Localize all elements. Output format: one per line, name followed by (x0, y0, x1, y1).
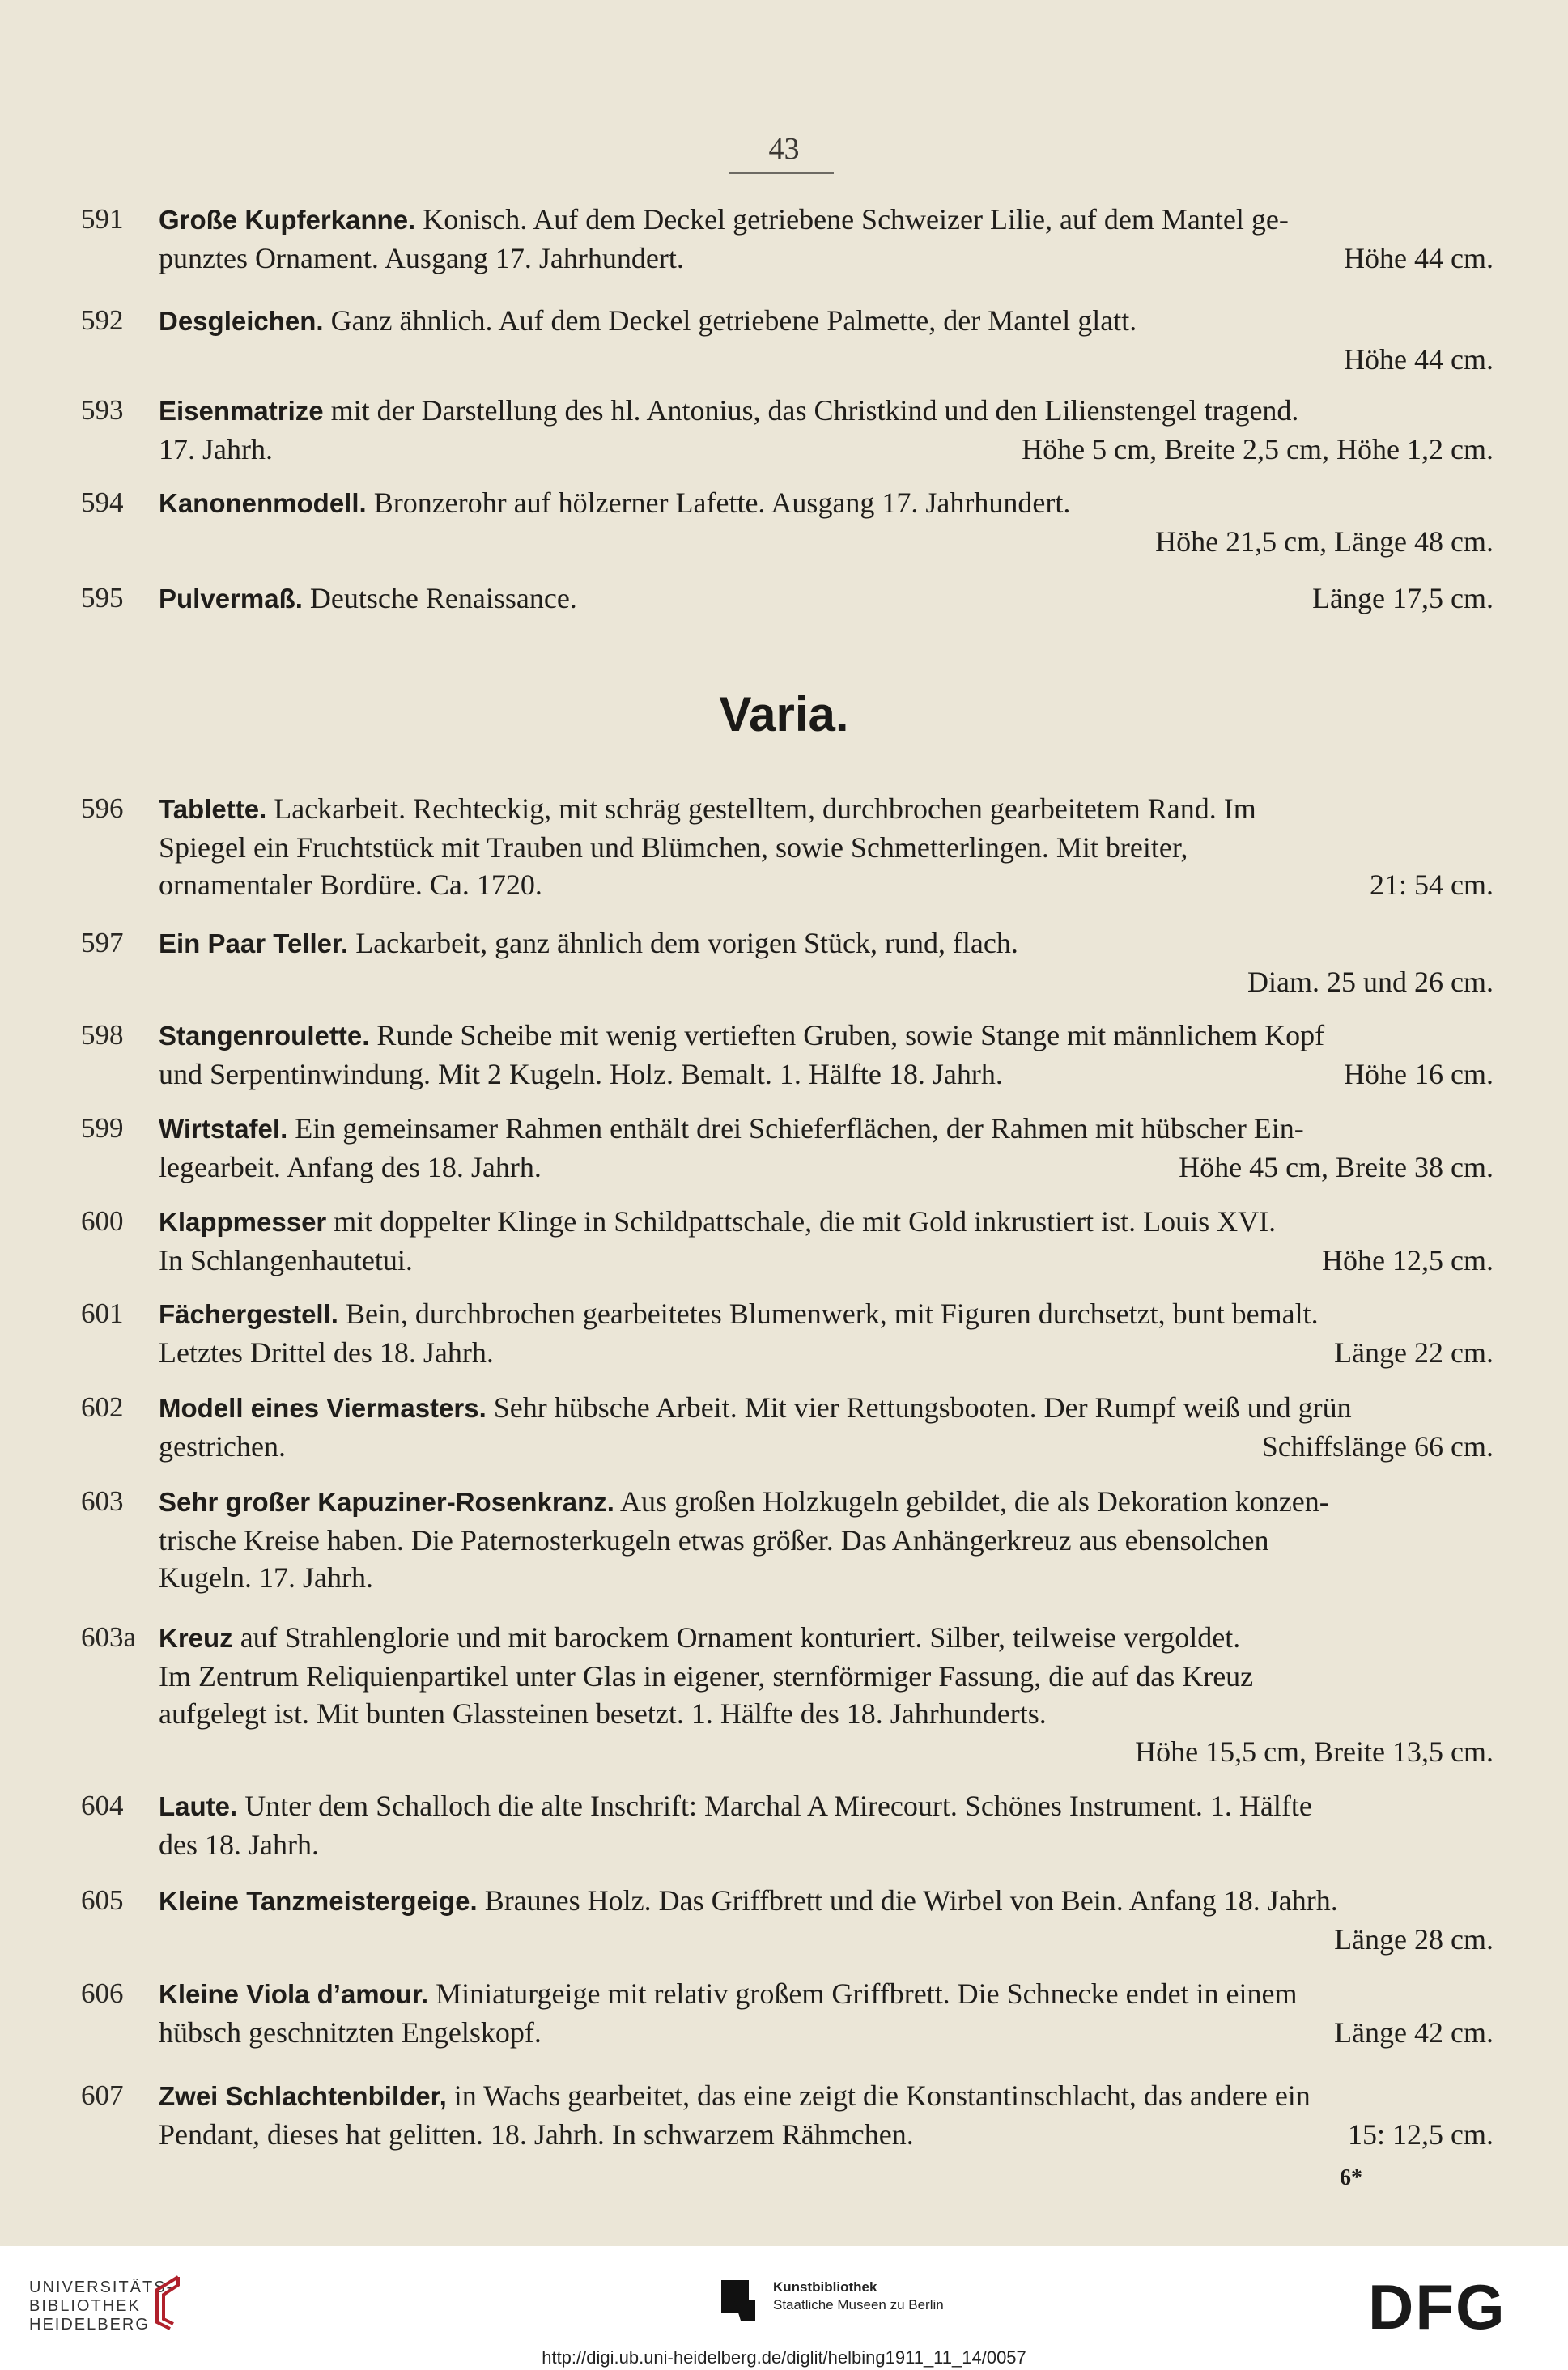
entry-text: Miniaturgeige mit relativ großem Griffbrett. Die Schnecke endet in einem (436, 1977, 1298, 2010)
kunstbibliothek-subtitle: Staatliche Museen zu Berlin (773, 2297, 944, 2313)
entry-heading: Laute. (159, 1791, 238, 1821)
entry-line (159, 1559, 1494, 1597)
catalog-entry (81, 302, 1494, 378)
entry-line (159, 2116, 1494, 2154)
entry-measurement: Diam. 25 und 26 cm. (1247, 965, 1494, 998)
entry-number: 600 (81, 1205, 124, 1237)
catalog-entry (81, 924, 1494, 1000)
catalog-entry (81, 1619, 1494, 1770)
catalog-entry (81, 1787, 1494, 1863)
entry-heading: Kreuz (159, 1623, 233, 1653)
uni-logo-line-1: UNIVERSITÄTS- (29, 2279, 174, 2296)
entry-text: Im Zentrum Reliquienpartikel unter Glas in eigener, sternförmiger Fassung, die auf das Kreuz (159, 1659, 1254, 1693)
entry-measurement: Länge 28 cm. (1334, 1922, 1494, 1956)
entry-description (159, 1882, 1494, 1956)
entry-number: 606 (81, 1977, 124, 2009)
entry-text: Braunes Holz. Das Griffbrett und die Wirbel von Bein. Anfang 18. Jahrh. (484, 1884, 1338, 1917)
entry-heading: Eisenmatrize (159, 396, 324, 426)
entry-line (159, 866, 1494, 904)
catalog-entry (81, 1975, 1494, 2051)
entry-text: mit doppelter Klinge in Schildpattschale, die mit Gold inkrustiert ist. Louis XVI. (334, 1205, 1277, 1238)
entry-text: Deutsche Renaissance. (309, 582, 577, 614)
entry-description (159, 1110, 1494, 1186)
entry-text: aufgelegt ist. Mit bunten Glassteinen besetzt. 1. Hälfte des 18. Jahrhunderts. (159, 1697, 1047, 1730)
entry-text: punztes Ornament. Ausgang 17. Jahrhundert. (159, 241, 684, 274)
entry-line (159, 240, 1494, 278)
entry-text: Runde Scheibe mit wenig vertieften Gruben, sowie Stange mit männlichem Kopf (376, 1019, 1325, 1051)
catalog-entry (81, 2077, 1494, 2153)
entry-description (159, 1017, 1494, 1093)
catalog-entry (81, 392, 1494, 468)
entry-line (159, 924, 1494, 963)
entry-text: in Wachs gearbeitet, das eine zeigt die Konstantinschlacht, das andere ein (453, 2079, 1311, 2112)
entry-text: gestrichen. (159, 1429, 286, 1463)
entry-line (159, 302, 1494, 341)
entry-description (159, 392, 1494, 468)
kunstbibliothek-title: Kunstbibliothek (773, 2279, 877, 2295)
entry-description (159, 924, 1494, 998)
signature-mark: 6* (1340, 2165, 1362, 2190)
entry-text: des 18. Jahrh. (159, 1828, 319, 1861)
catalog-entry (81, 1110, 1494, 1186)
entry-number: 605 (81, 1884, 124, 1916)
entry-text: trische Kreise haben. Die Paternosterkugeln etwas größer. Das Anhängerkreuz aus ebensolchen (159, 1523, 1269, 1557)
entry-heading: Kanonenmodell. (159, 488, 367, 518)
entry-description (159, 1787, 1494, 1863)
entry-heading: Ein Paar Teller. (159, 928, 349, 958)
entry-measurement: Höhe 44 cm. (1344, 342, 1494, 376)
entry-line (159, 790, 1494, 829)
entry-text: Bronzerohr auf hölzerner Lafette. Ausgang 17. Jahrhundert. (373, 486, 1071, 519)
entry-heading: Desgleichen. (159, 306, 324, 336)
catalog-entry (81, 1882, 1494, 1958)
entry-number: 592 (81, 304, 124, 336)
entry-text: Aus großen Holzkugeln gebildet, die als Dekoration konzen- (619, 1485, 1329, 1518)
entry-line (159, 1658, 1494, 1696)
entry-number: 604 (81, 1790, 124, 1821)
entry-text: und Serpentinwindung. Mit 2 Kugeln. Holz. Bemalt. 1. Hälfte 18. Jahrh. (159, 1057, 1003, 1090)
entry-description (159, 1295, 1494, 1371)
entry-description (159, 1203, 1494, 1279)
entry-line (159, 1055, 1494, 1094)
entry-description (159, 2077, 1494, 2153)
entry-description (159, 1483, 1494, 1597)
entry-heading: Modell eines Viermasters. (159, 1393, 487, 1423)
entry-description (159, 1619, 1494, 1768)
entry-text: In Schlangenhautetui. (159, 1243, 413, 1276)
page-number: 43 (768, 132, 800, 166)
entry-number: 596 (81, 792, 124, 824)
entry-measurement: Länge 17,5 cm. (1312, 582, 1494, 614)
entry-line (159, 1882, 1494, 1921)
entry-line (159, 2077, 1494, 2116)
entry-text: Lackarbeit. Rechteckig, mit schräg gestelltem, durchbrochen gearbeitetem Rand. Im (274, 792, 1256, 825)
entry-line (159, 1619, 1494, 1658)
entry-text: 17. Jahrh. (159, 432, 273, 465)
entry-measurement: Höhe 21,5 cm, Länge 48 cm. (1155, 525, 1494, 558)
entry-heading: Fächergestell. (159, 1299, 338, 1329)
entry-line (159, 2014, 1494, 2052)
entry-heading: Stangenroulette. (159, 1021, 370, 1051)
entry-description (159, 201, 1494, 277)
entry-measurement: 15: 12,5 cm. (1348, 2117, 1494, 2151)
entry-line (159, 1522, 1494, 1560)
entry-measurement: Länge 22 cm. (1334, 1336, 1494, 1369)
entry-line (159, 1110, 1494, 1149)
entry-heading: Sehr großer Kapuziner-Rosenkranz. (159, 1487, 614, 1517)
entry-text: ornamentaler Bordüre. Ca. 1720. (159, 869, 542, 901)
entry-heading: Wirtstafel. (159, 1114, 288, 1144)
entry-text: Lackarbeit, ganz ähnlich dem vorigen Stück, rund, flach. (355, 927, 1018, 959)
catalog-entry (81, 484, 1494, 560)
entry-measurement: Höhe 5 cm, Breite 2,5 cm, Höhe 1,2 cm. (1022, 432, 1494, 465)
entry-text: Spiegel ein Fruchtstück mit Trauben und Blümchen, sowie Schmetterlingen. Mit breiter, (159, 830, 1188, 864)
uni-logo-line-3: HEIDELBERG (29, 2316, 150, 2334)
entry-text: legearbeit. Anfang des 18. Jahrh. (159, 1150, 542, 1183)
entry-line (159, 1483, 1494, 1522)
entry-measurement: Höhe 44 cm. (1344, 241, 1494, 274)
uni-logo-line-2: BIBLIOTHEK (29, 2297, 141, 2315)
entry-line (159, 1428, 1494, 1466)
entry-description (159, 1389, 1494, 1465)
entry-line (159, 829, 1494, 867)
catalog-entry (81, 1295, 1494, 1371)
entry-measurement: Höhe 12,5 cm. (1322, 1243, 1494, 1276)
entry-text: Unter dem Schalloch die alte Inschrift: Marchal A Mirecourt. Schönes Instrument. 1. Hälfte (244, 1790, 1312, 1822)
entry-text: auf Strahlenglorie und mit barockem Ornament konturiert. Silber, teilweise vergoldet. (240, 1621, 1241, 1654)
entry-text: Konisch. Auf dem Deckel getriebene Schweizer Lilie, auf dem Mantel ge- (423, 203, 1289, 236)
entry-heading: Pulvermaß. (159, 584, 303, 614)
entry-line (159, 1826, 1494, 1864)
entry-measurement: Höhe 15,5 cm, Breite 13,5 cm. (1135, 1735, 1494, 1768)
university-mark-icon (146, 2274, 186, 2332)
entry-line (159, 431, 1494, 469)
entry-number: 594 (81, 486, 124, 518)
catalog-entry (81, 1203, 1494, 1279)
entry-heading: Zwei Schlachtenbilder, (159, 2081, 447, 2111)
kunstbibliothek-mark-icon (716, 2275, 762, 2325)
entry-measurement: Höhe 16 cm. (1344, 1057, 1494, 1090)
entry-number: 603a (81, 1621, 137, 1653)
entry-measurement: Schiffslänge 66 cm. (1261, 1429, 1494, 1463)
section-title: Varia. (719, 687, 849, 741)
entry-text: mit der Darstellung des hl. Antonius, das Christkind und den Lilienstengel tragend. (330, 394, 1299, 427)
entry-line (159, 1242, 1494, 1280)
entry-line (159, 1695, 1494, 1733)
entry-text: Bein, durchbrochen gearbeitetes Blumenwerk, mit Figuren durchsetzt, bunt bemalt. (345, 1298, 1319, 1330)
entry-description (159, 1975, 1494, 2051)
entry-number: 595 (81, 582, 124, 614)
catalog-entry (81, 201, 1494, 277)
catalog-entry (81, 1483, 1494, 1597)
dfg-logo[interactable]: DFG (1368, 2271, 1506, 2342)
entry-heading: Kleine Tanzmeistergeige. (159, 1886, 478, 1916)
entry-line (159, 1149, 1494, 1187)
entry-text: Pendant, dieses hat gelitten. 18. Jahrh. In schwarzem Rähmchen. (159, 2117, 914, 2151)
source-url[interactable]: http://digi.ub.uni-heidelberg.de/diglit/helbing1911_11_14/0057 (542, 2347, 1026, 2368)
entry-line (159, 392, 1494, 431)
entry-description (159, 302, 1494, 376)
entry-number: 601 (81, 1298, 124, 1329)
entry-text: hübsch geschnitzten Engelskopf. (159, 2015, 542, 2049)
kunstbibliothek-label[interactable] (773, 2279, 944, 2314)
entry-text: Ganz ähnlich. Auf dem Deckel getriebene Palmette, der Mantel glatt. (330, 304, 1137, 337)
entry-line (159, 1389, 1494, 1428)
entry-number: 603 (81, 1485, 124, 1517)
entry-line (159, 201, 1494, 240)
entry-line (159, 1295, 1494, 1334)
entry-number: 607 (81, 2079, 124, 2111)
entry-line (159, 1017, 1494, 1055)
entry-text: Ein gemeinsamer Rahmen enthält drei Schieferflächen, der Rahmen mit hübscher Ein- (295, 1112, 1304, 1145)
entry-description (159, 580, 1494, 618)
entry-line (159, 1203, 1494, 1242)
entry-line (159, 1975, 1494, 2014)
entry-number: 598 (81, 1019, 124, 1051)
catalog-entry (81, 1017, 1494, 1093)
entry-description (159, 484, 1494, 558)
catalog-entry (81, 1389, 1494, 1465)
entry-heading: Kleine Viola d’amour. (159, 1979, 429, 2009)
page-number-rule (729, 172, 834, 174)
entry-measurement: 21: 54 cm. (1370, 869, 1494, 901)
entry-line (159, 1787, 1494, 1826)
entry-number: 591 (81, 203, 124, 235)
entry-text: Kugeln. 17. Jahrh. (159, 1561, 373, 1594)
entry-measurement: Länge 42 cm. (1334, 2015, 1494, 2049)
entry-description (159, 790, 1494, 904)
entry-number: 599 (81, 1112, 124, 1144)
entry-line (159, 580, 1494, 618)
entry-number: 602 (81, 1391, 124, 1423)
catalog-entry (81, 580, 1494, 618)
entry-line (159, 1334, 1494, 1372)
entry-heading: Klappmesser (159, 1207, 327, 1237)
entry-measurement: Höhe 45 cm, Breite 38 cm. (1179, 1150, 1494, 1183)
catalog-entry (81, 790, 1494, 904)
entry-number: 593 (81, 394, 124, 426)
entry-number: 597 (81, 927, 124, 958)
entry-line (159, 484, 1494, 523)
entry-text: Sehr hübsche Arbeit. Mit vier Rettungsbooten. Der Rumpf weiß und grün (493, 1391, 1352, 1424)
entry-heading: Tablette. (159, 794, 267, 824)
entry-text: Letztes Drittel des 18. Jahrh. (159, 1336, 494, 1369)
entry-heading: Große Kupferkanne. (159, 205, 416, 235)
footer-bar (0, 2246, 1568, 2370)
